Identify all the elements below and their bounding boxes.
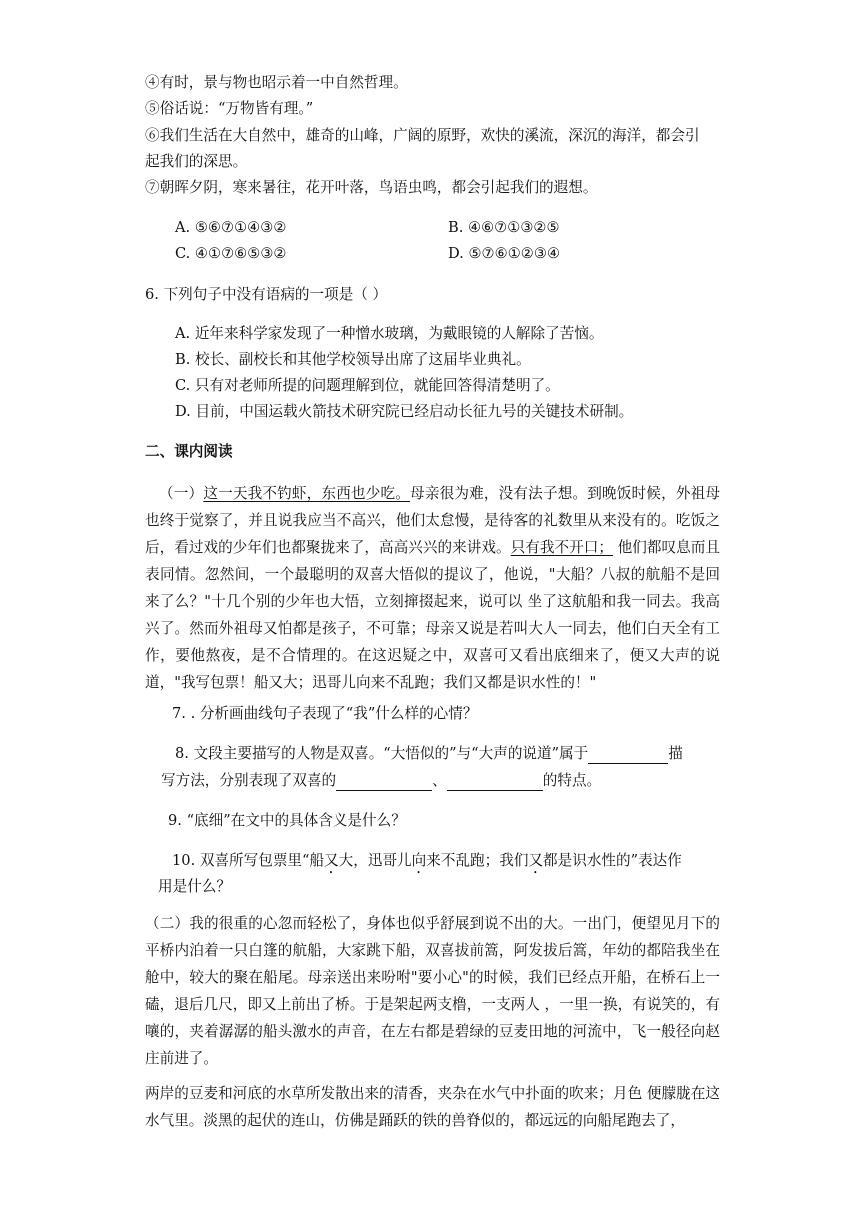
q6-option-d[interactable]: D. 目前，中国运载火箭技术研究院已经启动长征九号的关键技术研制。 bbox=[175, 403, 634, 420]
q5-option-d[interactable]: D. ⑤⑦⑥①②③④ bbox=[448, 245, 561, 262]
q8-blank-3[interactable] bbox=[447, 774, 543, 791]
q10-line-1 bbox=[172, 851, 682, 877]
q10-text-1: 10. 双喜所写包票里“船 bbox=[172, 852, 325, 869]
q5-option-b[interactable]: B. ④⑥⑦①③②⑤ bbox=[448, 219, 560, 236]
sequence-item-7: ⑦朝晖夕阴，寒来暑往，花开叶落，鸟语虫鸣，都会引起我们的遐想。 bbox=[145, 179, 598, 196]
q8-line-2 bbox=[161, 771, 601, 791]
q10-dot-2: 向 bbox=[411, 852, 427, 869]
q8-line-1 bbox=[175, 744, 683, 764]
q8-text-3: 写方法，分别表现了双喜的 bbox=[161, 772, 337, 789]
passage-1-lead: （一） bbox=[159, 485, 204, 502]
section-heading-reading: 二、课内阅读 bbox=[145, 443, 233, 460]
sequence-item-4: ④有时，景与物也昭示着一中自然哲理。 bbox=[145, 74, 408, 91]
sequence-item-5: ⑤俗话说：“万物皆有理。” bbox=[145, 100, 314, 117]
passage-2-para-2: 两岸的豆麦和河底的水草所发散出来的清香，夹杂在水气中扑面的吹来；月色 便朦胧在这水气里。淡黑的起伏的连山，仿佛是踊跃的铁的兽脊似的，都远远的向船尾跑去了， bbox=[145, 1085, 720, 1129]
q8-blank-2[interactable] bbox=[336, 774, 432, 791]
sequence-item-6-cont: 起我们的深思。 bbox=[145, 153, 248, 170]
passage-1 bbox=[145, 480, 720, 696]
passage-1-text-a: 母亲很为难，没有法子想。到晚饭时候，外祖母也终于觉察了，并且说我应当不高兴，他们太怠慢，是待客的礼数里从来没有的。吃饭之后，看过戏的少年们也都聚拢来了，高高兴兴的来讲戏。 bbox=[145, 485, 720, 556]
q5-option-a[interactable]: A. ⑤⑥⑦①④③② bbox=[175, 219, 287, 236]
q10-dot-1: 又 bbox=[324, 852, 339, 869]
q8-text-1: 8. 文段主要描写的人物是双喜。“大悟似的”与“大声的说道”属于 bbox=[175, 745, 589, 762]
q8-text-4: 的特点。 bbox=[542, 772, 602, 789]
q6-option-c[interactable]: C. 只有对老师所提的问题理解到位，就能回答得清楚明了。 bbox=[175, 377, 560, 394]
q7-question: 7. . 分析画曲线句子表现了“我”什么样的心情？ bbox=[172, 705, 478, 722]
passage-2-para-1: （二）我的很重的心忽而轻松了，身体也似乎舒展到说不出的大。一出门，便望见月下的平桥内泊着一只白篷的航船，大家跳下船，双喜拔前篙，阿发拔后篙，年幼的都陪我坐在舱中，较大的聚在船尾。母亲送出来吩咐"要小心"的时候，我们已经点开船，在桥石上一磕，退后几尺，即又上前出了桥。于是架起两支橹，一支两人 ，一里一换，有说笑的，有嚷的，夹着潺潺的船头激水的声音，在左右都是碧绿的豆麦田地的河流中，飞一般径向赵庄前进了。 bbox=[145, 915, 720, 1067]
q6-option-b[interactable]: B. 校长、副校长和其他学校领导出席了这届毕业典礼。 bbox=[175, 351, 531, 368]
underlined-sentence-1: 这一天我不钓虾，东西也少吃。 bbox=[203, 485, 411, 502]
q6-option-a[interactable]: A. 近年来科学家发现了一种憎水玻璃，为戴眼镜的人解除了苦恼。 bbox=[175, 325, 604, 342]
q6-stem: 6. 下列句子中没有语病的一项是（ ） bbox=[145, 286, 388, 303]
q5-option-c[interactable]: C. ④①⑦⑥⑤③② bbox=[175, 245, 287, 262]
q10-text-4: 都是识水性的”表达作 bbox=[543, 852, 682, 869]
q8-blank-1[interactable] bbox=[588, 747, 668, 764]
q8-text-2: 描 bbox=[668, 745, 683, 762]
passage-1-text-b: 他们都叹息而且表同情。忽然间，一个最聪明的双喜大悟似的提议了，他说，"大船？八叔的航船不是回来了么？"十几个别的少年也大悟，立刻撺掇起来，说可以 坐了这航船和我一同去。我高兴了。然而外祖母又怕都是孩子，不可靠；母亲又说是若叫大人一同去，他们白天全有工作，要他熬夜，是不合情理的。在这迟疑之中，双喜可又看出底细来了，便又大声的说道，"我写包票！船又大；迅哥儿向来不乱跑；我们又都是识水性的！" bbox=[145, 539, 720, 691]
q8-sep: 、 bbox=[432, 772, 447, 789]
q9-question: 9. “底细”在文中的具体含义是什么？ bbox=[168, 812, 406, 829]
q10-text-2: 大，迅哥儿 bbox=[338, 852, 412, 869]
underlined-sentence-2: 只有我不开口； bbox=[510, 539, 613, 556]
q10-dot-3: 又 bbox=[528, 852, 544, 869]
sequence-item-6: ⑥我们生活在大自然中，雄奇的山峰，广阔的原野，欢快的溪流，深沉的海洋，都会引 bbox=[145, 127, 700, 144]
q10-text-3: 来不乱跑；我们 bbox=[426, 852, 529, 869]
q10-line-2: 用是什么？ bbox=[158, 878, 231, 895]
